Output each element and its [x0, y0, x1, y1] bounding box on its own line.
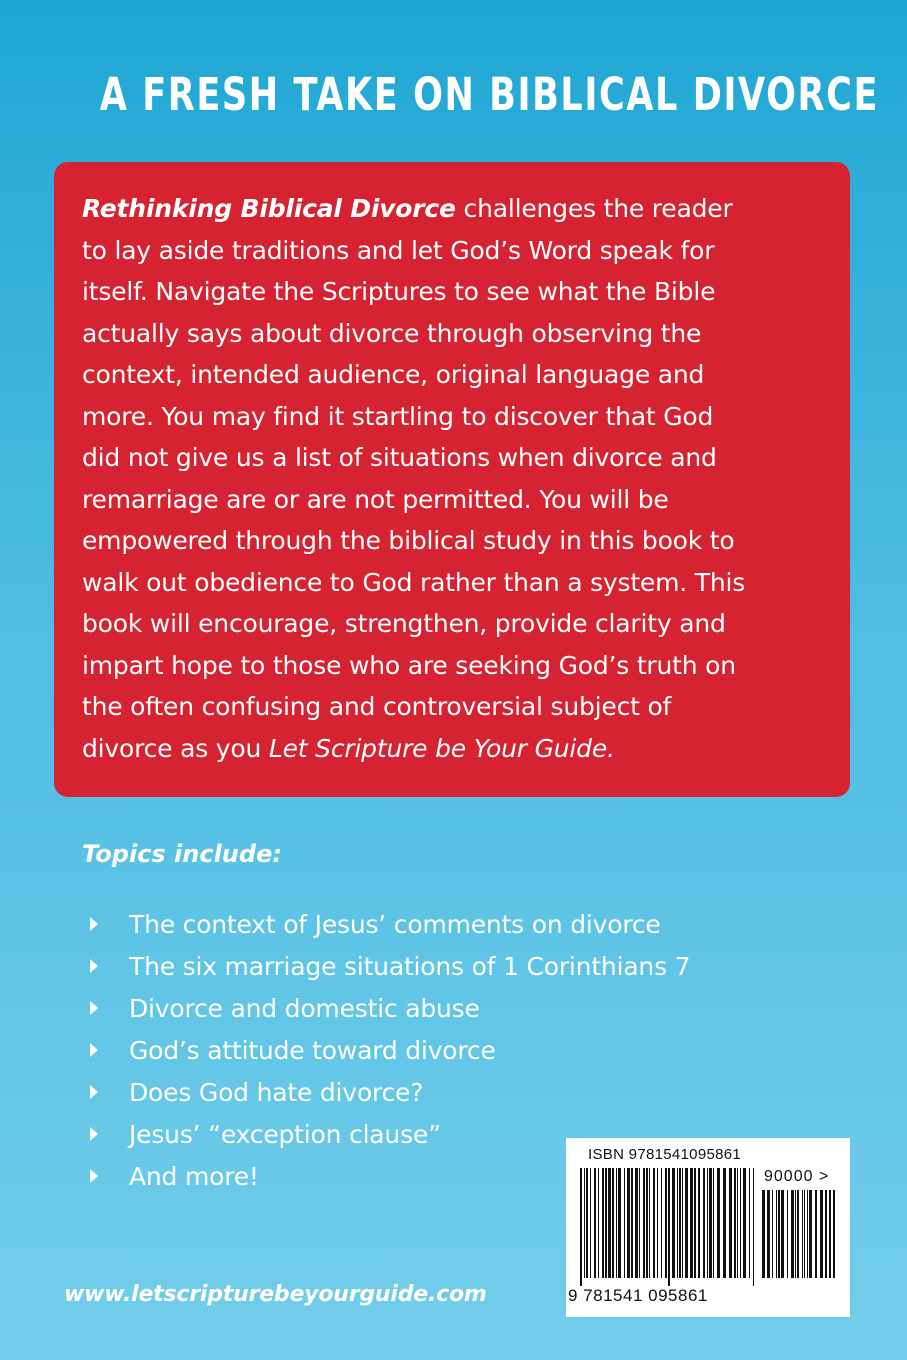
topic-item	[90, 1029, 690, 1071]
barcode-bar	[749, 1168, 750, 1278]
description-text: challenges the reader	[455, 194, 733, 223]
tagline: Let Scripture be Your Guide.	[268, 733, 615, 763]
description-line	[82, 728, 824, 770]
isbn-barcode	[566, 1138, 850, 1317]
barcode-bar	[723, 1168, 726, 1278]
barcode-bar	[781, 1190, 784, 1278]
topic-label: Divorce and domestic abuse	[129, 993, 480, 1023]
barcode-bar	[612, 1168, 614, 1278]
description-box	[54, 162, 850, 797]
description-line: context, intended audience, original language and	[82, 360, 705, 389]
isbn-label: ISBN 9781541095861	[588, 1146, 742, 1163]
description-line: itself. Navigate the Scriptures to see what the Bible	[82, 277, 716, 306]
barcode-bar	[820, 1190, 823, 1278]
bullet-arrow-icon	[90, 1127, 98, 1141]
barcode-bar	[734, 1168, 736, 1278]
barcode-bar	[586, 1168, 588, 1278]
barcode-digits: 9 781541 095861	[568, 1286, 708, 1305]
topic-item	[90, 945, 690, 987]
barcode-bar	[753, 1168, 754, 1286]
barcode-bar	[672, 1168, 675, 1278]
barcode-bar	[791, 1190, 794, 1278]
barcode-bar	[602, 1168, 604, 1278]
barcode-bar	[668, 1168, 670, 1286]
barcode-bar	[590, 1168, 591, 1278]
barcode-bar	[580, 1168, 582, 1286]
bullet-arrow-icon	[90, 1043, 98, 1057]
barcode-bar	[624, 1168, 625, 1278]
topics-heading: Topics include:	[82, 840, 282, 868]
website-url: www.letscripturebeyourguide.com	[64, 1282, 487, 1307]
barcode-bar	[707, 1168, 708, 1278]
barcode-bar	[737, 1168, 738, 1278]
barcode-bar	[643, 1168, 645, 1278]
barcode-bar	[713, 1168, 714, 1278]
barcode-bar	[653, 1168, 655, 1278]
bullet-arrow-icon	[90, 959, 98, 973]
barcode-bar	[635, 1168, 638, 1278]
barcode-bar	[797, 1190, 799, 1278]
barcode-bar	[807, 1190, 808, 1278]
barcode-bar	[616, 1168, 617, 1278]
barcode-bar	[772, 1190, 773, 1278]
barcode-bar	[618, 1168, 621, 1278]
barcode-bar	[685, 1168, 688, 1278]
barcode-bar	[584, 1168, 585, 1278]
topic-item	[90, 987, 690, 1029]
book-description	[82, 188, 824, 769]
barcode-bar	[762, 1190, 765, 1278]
description-text: divorce as you	[82, 733, 269, 763]
description-line: remarriage are or are not permitted. You will be	[82, 484, 669, 514]
barcode-bar	[833, 1190, 835, 1278]
barcode-bar	[776, 1190, 777, 1278]
barcode-bar	[767, 1190, 770, 1278]
barcode-bar	[787, 1190, 788, 1278]
bullet-arrow-icon	[90, 1169, 98, 1183]
topic-item	[90, 903, 690, 945]
barcode-bar	[795, 1190, 796, 1278]
description-line: did not give us a list of situations when divorce and	[82, 443, 717, 472]
description-line: book will encourage, strengthen, provide clarity and	[82, 609, 726, 638]
barcode-bar	[677, 1168, 678, 1278]
description-line: empowered through the biblical study in this book to	[82, 526, 735, 555]
description-line: actually says about divorce through observing the	[82, 318, 702, 348]
price-code: 90000 >	[764, 1168, 830, 1185]
description-line: to lay aside traditions and let God’s Word speak for	[82, 235, 715, 265]
barcode-bar	[743, 1168, 746, 1278]
topic-item	[90, 1071, 690, 1113]
barcode-bar	[598, 1168, 599, 1278]
barcode-bar	[627, 1168, 630, 1278]
barcode-bar	[646, 1168, 648, 1278]
barcode-bar	[694, 1168, 696, 1278]
topic-label: God’s attitude toward divorce	[129, 1035, 496, 1065]
description-line: impart hope to those who are seeking God’s truth on	[82, 650, 736, 680]
barcode-bar	[778, 1190, 780, 1278]
barcode-bar	[657, 1168, 658, 1278]
barcode-bar	[682, 1168, 683, 1278]
barcode-bar	[825, 1190, 827, 1278]
barcode-bar	[631, 1168, 633, 1278]
description-line	[82, 188, 824, 230]
barcode-bar	[594, 1168, 596, 1278]
cover-headline: A FRESH TAKE ON BIBLICAL DIVORCE	[99, 68, 880, 121]
topic-label: The context of Jesus’ comments on divorce	[129, 909, 661, 939]
barcode-bar	[679, 1168, 681, 1278]
barcode-bar	[829, 1190, 831, 1278]
barcode-bar	[608, 1168, 611, 1278]
barcode-bar	[802, 1190, 803, 1278]
barcode-bar	[605, 1168, 607, 1278]
barcode-bar	[809, 1190, 812, 1278]
barcode-bar	[690, 1168, 693, 1278]
book-title: Rethinking Biblical Divorce	[82, 194, 456, 223]
bullet-arrow-icon	[90, 1085, 98, 1099]
barcode-bar	[703, 1168, 705, 1278]
barcode-bar	[815, 1190, 817, 1278]
description-line: more. You may find it startling to discover that God	[82, 401, 714, 431]
barcode-bars-main	[580, 1168, 758, 1286]
description-line: the often confusing and controversial subject of	[82, 692, 672, 721]
barcode-bar	[717, 1168, 720, 1278]
bullet-arrow-icon	[90, 917, 98, 931]
topic-label: And more!	[129, 1161, 259, 1191]
barcode-bar	[709, 1168, 712, 1278]
description-line: walk out obedience to God rather than a system. This	[82, 567, 746, 597]
barcode-bar	[665, 1168, 667, 1278]
barcode-bars-addon	[762, 1190, 836, 1286]
barcode-bar	[729, 1168, 732, 1278]
topic-label: Jesus’ “exception clause”	[129, 1119, 441, 1149]
barcode-bar	[649, 1168, 650, 1278]
topic-label: The six marriage situations of 1 Corinthians 7	[129, 951, 691, 981]
bullet-arrow-icon	[90, 1001, 98, 1015]
barcode-bar	[639, 1168, 640, 1278]
barcode-bar	[661, 1168, 662, 1278]
barcode-bar	[740, 1168, 741, 1278]
barcode-bar	[804, 1190, 805, 1278]
topic-label: Does God hate divorce?	[129, 1077, 424, 1107]
barcode-bar	[698, 1168, 700, 1278]
